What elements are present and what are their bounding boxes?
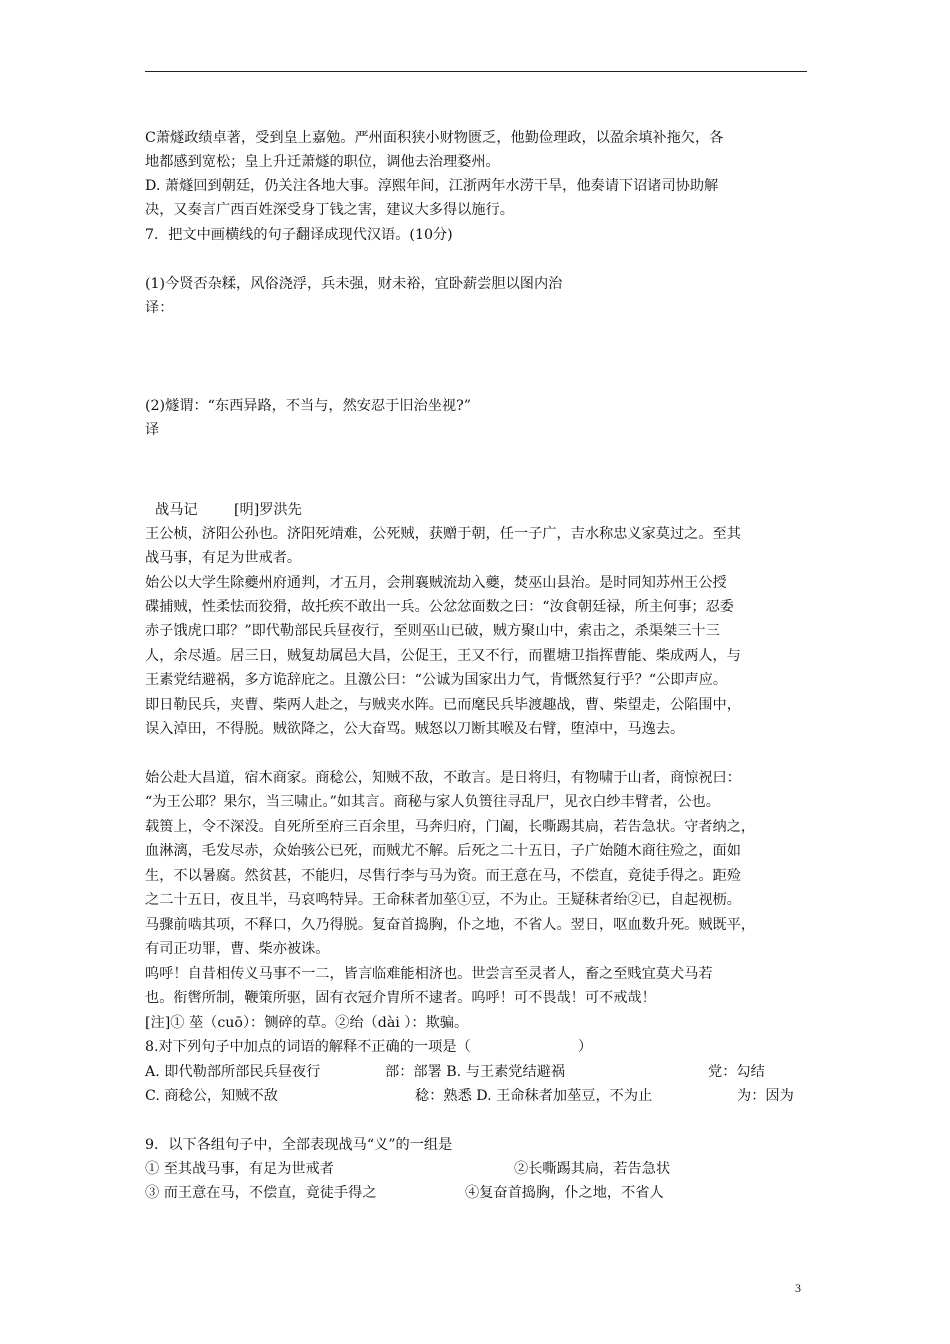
question-7: 7．把文中画横线的句子翻译成现代汉语。(10分) bbox=[145, 227, 453, 243]
question-8-option-a: A. 即代勒部所部民兵昼夜行 bbox=[145, 1064, 321, 1080]
passage-line: 战马事，有足为世戒者。 bbox=[145, 550, 302, 566]
passage-line: 生，不以暑腐。然贫甚，不能归，尽售行李与马为资。而王意在马，不偿直，竟徒手得之。距殓 bbox=[145, 868, 741, 884]
passage-line: 赤子饿虎口耶？”即代勒部民兵昼夜行，至则巫山已破，贼方聚山中，索击之，杀渠桀三十三 bbox=[145, 623, 720, 639]
question-9-item-4: ④复奋首捣胸，仆之地，不省人 bbox=[465, 1185, 664, 1201]
passage-line: 也。衔辔所制，鞭策所驱，固有衣冠介胄所不逮者。呜呼！可不畏哉！可不戒哉！ bbox=[145, 990, 656, 1006]
question-9-item-3: ③ 而王意在马，不偿直，竟徒手得之 bbox=[145, 1185, 377, 1201]
passage-line: “为王公耶？果尔，当三啸止。”如其言。商秘与家人负篑往寻乱尸，见衣白纱丰臂者，公也。 bbox=[145, 794, 720, 810]
page-number: 3 bbox=[795, 1281, 801, 1295]
passage-line: 始公以大学生除夔州府通判，才五月，会荆襄贼流劫入夔，焚巫山县治。是时同知苏州王公授 bbox=[145, 575, 727, 591]
option-c-line-1: C萧燧政绩卓著，受到皇上嘉勉。严州面积狭小财物匮乏，他勤俭理政，以盈余填补拖欠，各 bbox=[145, 130, 724, 146]
translation-label-2: 译 bbox=[145, 422, 160, 438]
passage-line: 载篑上，令不深没。自死所至府三百余里，马奔归府，门阖，长嘶踢其扃，若告急状。守者纳之， bbox=[145, 819, 756, 835]
passage-line: 马骤前啮其项，不释口，久乃得脱。复奋首捣胸，仆之地，不省人。翌日，呕血数升死。贼既平， bbox=[145, 917, 756, 933]
passage-line: 人，余尽遁。居三日，贼复劫属邑大昌，公促王，王又不行，而瞿塘卫指挥曹能、柴成两人，与 bbox=[145, 648, 741, 664]
passage-line: 始公赴大昌道，宿木商家。商稔公，知贼不敌，不敢言。是日将归，有物啸于山者，商惊祝曰： bbox=[145, 770, 741, 786]
option-d-line-1: D. 萧燧回到朝廷，仍关注各地大事。淳熙年间，江浙两年水涝干旱，他奏请下诏诸司协助解 bbox=[145, 178, 719, 194]
translation-label-1: 译： bbox=[145, 300, 174, 316]
question-9: 9．以下各组句子中，全部表现战马“义”的一组是 bbox=[145, 1137, 453, 1153]
question-8-bracket: ） bbox=[578, 1039, 593, 1055]
passage-line: 碟捕贼，性柔怯而狡猾，故托疾不敢出一兵。公忿忿面数之曰：“汝食朝廷禄，所主何事；忍委 bbox=[145, 599, 734, 615]
question-8-option-b-gloss: 党：勾结 bbox=[708, 1064, 765, 1080]
passage-line: 即日勒民兵，夹曹、柴两人赴之，与贼夹水阵。已而麾民兵毕渡趣战，曹、柴望走，公陷围中， bbox=[145, 697, 741, 713]
passage-line: 王公桢，济阳公孙也。济阳死靖难，公死贼，获赠于朝，任一子广，吉水称忠义家莫过之。至其 bbox=[145, 526, 741, 542]
passage-note: [注]① 莝（cuō）：铡碎的草。②绐（dài ）：欺骗。 bbox=[145, 1015, 469, 1031]
option-c-line-2: 地都感到宽松；皇上升迁萧燧的职位，调他去治理婺州。 bbox=[145, 154, 500, 170]
passage-line: 王素党结避祸，多方诡辞庇之。且激公曰：“公诚为国家出力气，肯慨然复行乎？“公即声应。 bbox=[145, 672, 728, 688]
question-8-option-c: C. 商稔公，知贼不敌 bbox=[145, 1088, 278, 1104]
question-7-sentence-2: (2)燧谓：“东西异路，不当与，然安忍于旧治坐视?” bbox=[145, 398, 471, 414]
passage-line: 呜呼！自昔相传义马事不一二，皆言临难能相济也。世尝言至灵者人，畜之至贱宜莫犬马若 bbox=[145, 966, 713, 982]
question-9-item-2: ②长嘶踢其扃，若告急状 bbox=[514, 1161, 671, 1177]
question-8-option-d-gloss: 为：因为 bbox=[737, 1088, 794, 1104]
question-8: 8.对下列句子中加点的词语的解释不正确的一项是（ bbox=[145, 1039, 471, 1055]
passage-title: 战马记 bbox=[155, 502, 198, 518]
question-9-item-1: ① 至其战马事，有足为世戒者 bbox=[145, 1161, 334, 1177]
passage-line: 有司正功罪，曹、柴亦被诛。 bbox=[145, 941, 330, 957]
question-8-option-a-gloss-and-b: 部：部署 B. 与王素党结避祸 bbox=[385, 1064, 566, 1080]
passage-line: 血淋漓，毛发尽赤，众始骇公已死，而贼尤不解。后死之二十五日，子广始随木商往殓之，面如 bbox=[145, 843, 741, 859]
question-8-option-c-gloss-and-d: 稔：熟悉 D. 王命秣者加莝豆，不为止 bbox=[415, 1088, 653, 1104]
question-7-sentence-1: (1)今贤否杂糅，风俗浇浮，兵未强，财未裕，宜卧薪尝胆以图内治 bbox=[145, 276, 563, 292]
passage-line: 之二十五日，夜且半，马哀鸣特异。王命秣者加莝①豆，不为止。王疑秣者绐②已，自起视枥。 bbox=[145, 892, 741, 908]
option-d-line-2: 决，又奏言广西百姓深受身丁钱之害，建议大多得以施行。 bbox=[145, 202, 514, 218]
passage-line: 误入淖田，不得脱。贼欲降之，公大奋骂。贼怒以刀断其喉及右臂，堕淖中，马逸去。 bbox=[145, 721, 685, 737]
passage-author: [明]罗洪先 bbox=[234, 502, 302, 518]
header-rule bbox=[145, 71, 807, 72]
